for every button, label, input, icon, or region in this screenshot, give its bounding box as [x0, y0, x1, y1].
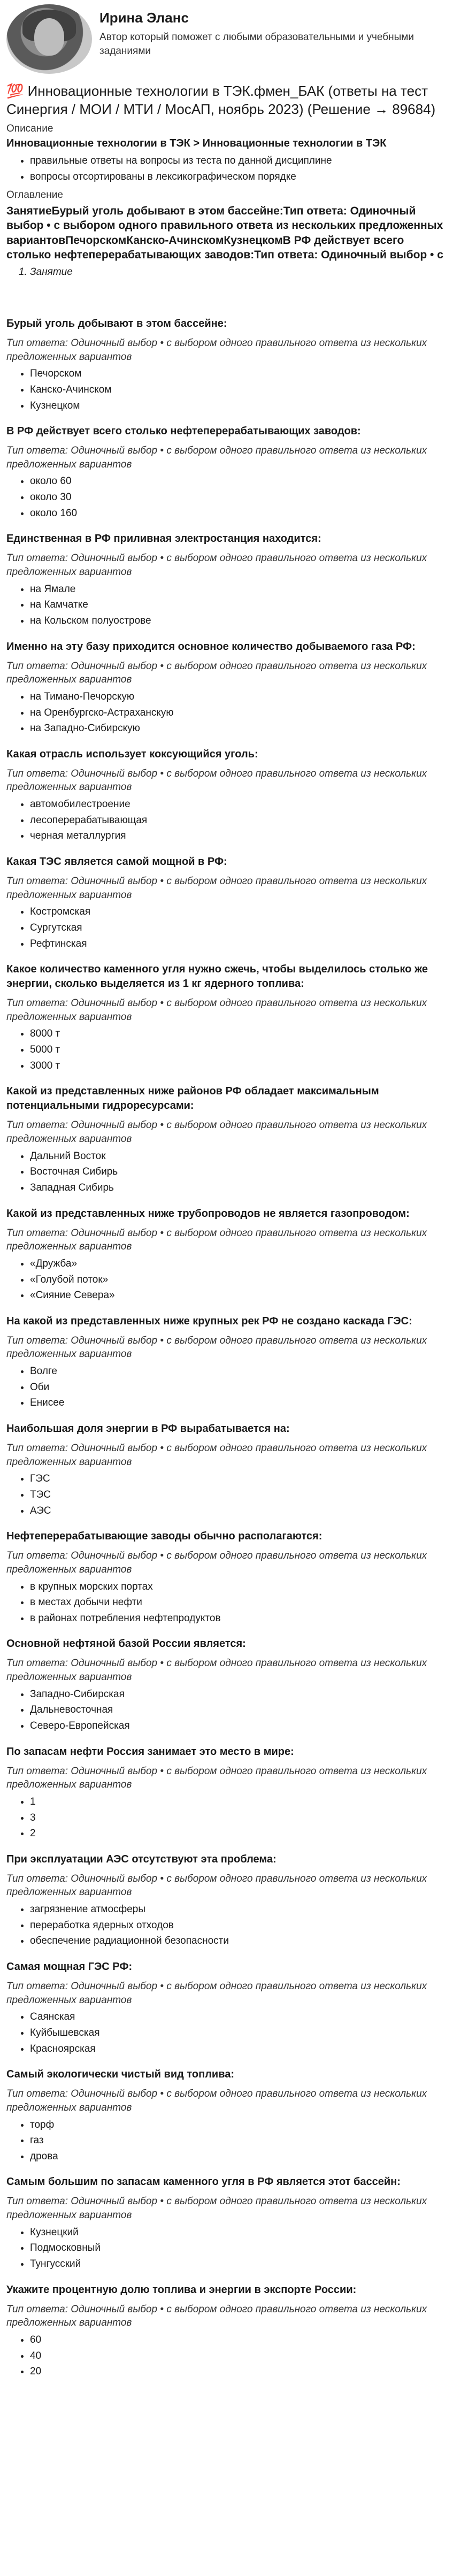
- option-item: • 40: [30, 2349, 447, 2363]
- options-list: [6, 1257, 447, 1302]
- options-list: [6, 2333, 447, 2379]
- question-text: Самым большим по запасам каменного угля в РФ является этот бассейн:: [6, 2176, 401, 2188]
- option-item: • Енисее: [30, 1396, 447, 1410]
- option-item: • на Тимано-Печорскую: [30, 690, 447, 704]
- options-list: [6, 474, 447, 520]
- question-block: [6, 1637, 447, 1732]
- option-item: • в крупных морских портах: [30, 1580, 447, 1594]
- option-item: • Канско-Ачинском: [30, 383, 447, 397]
- option-item: • Северо-Европейская: [30, 1719, 447, 1733]
- option-item: • 60: [30, 2333, 447, 2347]
- question-block: [6, 1960, 447, 2056]
- question-text: Нефтеперерабатывающие заводы обычно располагаются:: [6, 1530, 323, 1543]
- options-list: [6, 367, 447, 412]
- question-block: [6, 1529, 447, 1625]
- option-item: • на Западно-Сибирскую: [30, 722, 447, 735]
- question-block: [6, 424, 447, 520]
- option-item: • ГЭС: [30, 1472, 447, 1486]
- description-item: • правильные ответы на вопросы из теста по данной дисциплине: [30, 154, 447, 168]
- question-block: [6, 1084, 447, 1194]
- option-item: • 20: [30, 2365, 447, 2379]
- question-text: Какой из представленных ниже районов РФ обладает максимальным потенциальными гидроресурсами:: [6, 1085, 379, 1112]
- answer-type: Тип ответа: Одиночный выбор • с выбором одного правильного ответа из нескольких предложенных вариантов: [6, 2196, 427, 2221]
- question-block: [6, 962, 447, 1072]
- answer-type: Тип ответа: Одиночный выбор • с выбором одного правильного ответа из нескольких предложенных вариантов: [6, 1550, 427, 1575]
- option-item: • 8000 т: [30, 1027, 447, 1041]
- question-text: Самый экологически чистый вид топлива:: [6, 2068, 235, 2081]
- answer-type: Тип ответа: Одиночный выбор • с выбором одного правильного ответа из нескольких предложенных вариантов: [6, 445, 427, 470]
- description-heading: Инновационные технологии в ТЭК > Инновационные технологии в ТЭК: [6, 137, 387, 150]
- option-item: • 3000 т: [30, 1059, 447, 1073]
- options-list: [6, 1472, 447, 1517]
- answer-type: Тип ответа: Одиночный выбор • с выбором одного правильного ответа из нескольких предложенных вариантов: [6, 1335, 427, 1360]
- question-text: По запасам нефти Россия занимает это место в мире:: [6, 1745, 294, 1758]
- option-item: • Западная Сибирь: [30, 1181, 447, 1195]
- answer-type: Тип ответа: Одиночный выбор • с выбором одного правильного ответа из нескольких предложенных вариантов: [6, 337, 427, 363]
- options-list: [6, 1364, 447, 1410]
- question-block: [6, 2175, 447, 2271]
- question-block: [6, 532, 447, 627]
- option-item: • черная металлургия: [30, 829, 447, 843]
- option-item: • переработка ядерных отходов: [30, 1919, 447, 1933]
- option-item: • Костромская: [30, 905, 447, 919]
- option-item: • Подмосковный: [30, 2241, 447, 2255]
- option-item: • Оби: [30, 1381, 447, 1394]
- author-description: Автор который поможет с любыми образовательными и учебными заданиями: [99, 32, 414, 57]
- question-block: [6, 2067, 447, 2163]
- options-list: [6, 2010, 447, 2056]
- answer-type: Тип ответа: Одиночный выбор • с выбором одного правильного ответа из нескольких предложенных вариантов: [6, 1658, 427, 1683]
- question-text: Укажите процентную долю топлива и энергии в экспорте России:: [6, 2283, 357, 2296]
- question-text: Какая ТЭС является самой мощной в РФ:: [6, 856, 227, 868]
- options-list: [6, 582, 447, 628]
- question-block: [6, 1745, 447, 1841]
- option-item: • Сургутская: [30, 921, 447, 935]
- answer-type: Тип ответа: Одиночный выбор • с выбором одного правильного ответа из нескольких предложенных вариантов: [6, 998, 427, 1023]
- option-item: • обеспечение радиационной безопасности: [30, 1934, 447, 1948]
- option-item: • 2: [30, 1827, 447, 1841]
- option-item: • в районах потребления нефтепродуктов: [30, 1612, 447, 1626]
- question-block: [6, 640, 447, 735]
- spacer: [6, 279, 447, 317]
- question-block: [6, 747, 447, 843]
- question-text: Именно на эту базу приходится основное количество добываемого газа РФ:: [6, 640, 416, 653]
- options-list: [6, 1027, 447, 1072]
- question-text: Основной нефтяной базой России является:: [6, 1638, 246, 1650]
- questions-list: [6, 317, 447, 2379]
- question-block: [6, 2283, 447, 2379]
- answer-type: Тип ответа: Одиночный выбор • с выбором одного правильного ответа из нескольких предложенных вариантов: [6, 876, 427, 901]
- description-label: Описание: [6, 122, 53, 134]
- option-item: • на Оренбургско-Астраханскую: [30, 706, 447, 720]
- options-list: [6, 2226, 447, 2271]
- question-block: [6, 317, 447, 412]
- option-item: • Тунгусский: [30, 2257, 447, 2271]
- toc-item[interactable]: 1. Занятие: [30, 265, 447, 279]
- option-item: • Западно-Сибирская: [30, 1688, 447, 1701]
- option-item: • около 60: [30, 474, 447, 488]
- question-block: [6, 1314, 447, 1410]
- option-item: • 5000 т: [30, 1043, 447, 1057]
- question-block: [6, 1422, 447, 1517]
- option-item: • Кузнецкий: [30, 2226, 447, 2240]
- options-list: [6, 1580, 447, 1626]
- option-item: • на Ямале: [30, 582, 447, 596]
- answer-type: Тип ответа: Одиночный выбор • с выбором одного правильного ответа из нескольких предложенных вариантов: [6, 660, 427, 686]
- option-item: • загрязнение атмосферы: [30, 1903, 447, 1916]
- question-text: В РФ действует всего столько нефтеперерабатывающих заводов:: [6, 425, 361, 438]
- option-item: • в местах добычи нефти: [30, 1596, 447, 1609]
- toc-list: [6, 265, 447, 279]
- toc-label: Оглавление: [6, 189, 63, 201]
- option-item: • на Камчатке: [30, 598, 447, 612]
- options-list: [6, 1149, 447, 1195]
- answer-type: Тип ответа: Одиночный выбор • с выбором одного правильного ответа из нескольких предложенных вариантов: [6, 2088, 427, 2113]
- document-title: 💯 Инновационные технологии в ТЭК.фмен_БАК (ответы на тест Синергия / МОИ / МТИ / МосАП, ноябрь 2023) (Решение → 89684): [6, 83, 436, 117]
- option-item: • Кузнецком: [30, 399, 447, 413]
- option-item: • Саянская: [30, 2010, 447, 2024]
- question-text: Бурый уголь добывают в этом бассейне:: [6, 317, 227, 329]
- description-list: [6, 154, 447, 183]
- answer-type: Тип ответа: Одиночный выбор • с выбором одного правильного ответа из нескольких предложенных вариантов: [6, 1227, 427, 1253]
- question-text: Какой из представленных ниже трубопроводов не является газопроводом:: [6, 1207, 410, 1220]
- option-item: • Волге: [30, 1364, 447, 1378]
- options-list: [6, 2118, 447, 2164]
- option-item: • Дальневосточная: [30, 1703, 447, 1717]
- question-block: [6, 1852, 447, 1948]
- option-item: • лесоперерабатывающая: [30, 814, 447, 827]
- question-text: На какой из представленных ниже крупных рек РФ не создано каскада ГЭС:: [6, 1315, 412, 1327]
- option-item: • Печорском: [30, 367, 447, 381]
- answer-type: Тип ответа: Одиночный выбор • с выбором одного правильного ответа из нескольких предложенных вариантов: [6, 1873, 427, 1898]
- answer-type: Тип ответа: Одиночный выбор • с выбором одного правильного ответа из нескольких предложенных вариантов: [6, 1981, 427, 2006]
- avatar-face: [34, 18, 64, 56]
- option-item: • «Сияние Севера»: [30, 1289, 447, 1302]
- question-text: Какое количество каменного угля нужно сжечь, чтобы выделилось столько же энергии, сколько выделяется из 1 кг ядерного топлива:: [6, 963, 428, 990]
- author-info: [99, 4, 420, 58]
- answer-type: Тип ответа: Одиночный выбор • с выбором одного правильного ответа из нескольких предложенных вариантов: [6, 553, 427, 578]
- toc-title: ЗанятиеБурый уголь добывают в этом бассейне:Тип ответа: Одиночный выбор • с выбором одного правильного ответа из нескольких предложенных вариантовПечорскомКанско-АчинскомКузнецкомВ РФ действует всего столько нефтеперерабатывающих заводов:Тип ответа: Одиночный выбор • с: [6, 205, 443, 262]
- option-item: • 1: [30, 1795, 447, 1809]
- question-text: Наибольшая доля энергии в РФ вырабатывается на:: [6, 1423, 290, 1435]
- options-list: [6, 1795, 447, 1841]
- option-item: • «Дружба»: [30, 1257, 447, 1271]
- answer-type: Тип ответа: Одиночный выбор • с выбором одного правильного ответа из нескольких предложенных вариантов: [6, 768, 427, 793]
- options-list: [6, 905, 447, 950]
- question-text: Какая отрасль использует коксующийся уголь:: [6, 748, 258, 760]
- question-text: Единственная в РФ приливная электростанция находится:: [6, 533, 321, 545]
- options-list: [6, 1688, 447, 1733]
- option-item: • около 30: [30, 490, 447, 504]
- question-block: [6, 1207, 447, 1302]
- author-card: [6, 4, 447, 74]
- answer-type: Тип ответа: Одиночный выбор • с выбором одного правильного ответа из нескольких предложенных вариантов: [6, 2303, 427, 2329]
- option-item: • дрова: [30, 2150, 447, 2164]
- options-list: [6, 798, 447, 843]
- answer-type: Тип ответа: Одиночный выбор • с выбором одного правильного ответа из нескольких предложенных вариантов: [6, 1765, 427, 1791]
- answer-type: Тип ответа: Одиночный выбор • с выбором одного правильного ответа из нескольких предложенных вариантов: [6, 1120, 427, 1145]
- option-item: • «Голубой поток»: [30, 1273, 447, 1287]
- avatar[interactable]: [6, 4, 92, 74]
- option-item: • Куйбышевская: [30, 2026, 447, 2040]
- option-item: • газ: [30, 2134, 447, 2148]
- option-item: • АЭС: [30, 1504, 447, 1518]
- option-item: • Рефтинская: [30, 937, 447, 951]
- answer-type: Тип ответа: Одиночный выбор • с выбором одного правильного ответа из нескольких предложенных вариантов: [6, 1443, 427, 1468]
- question-text: Самая мощная ГЭС РФ:: [6, 1961, 133, 1973]
- option-item: • торф: [30, 2118, 447, 2132]
- option-item: • около 160: [30, 507, 447, 520]
- option-item: • Красноярская: [30, 2042, 447, 2056]
- options-list: [6, 690, 447, 735]
- author-name[interactable]: Ирина Эланс: [99, 10, 189, 26]
- options-list: [6, 1903, 447, 1948]
- question-text: При эксплуатации АЭС отсутствуют эта проблема:: [6, 1853, 277, 1865]
- option-item: • Дальний Восток: [30, 1149, 447, 1163]
- option-item: • автомобилестроение: [30, 798, 447, 811]
- question-block: [6, 855, 447, 950]
- option-item: • Восточная Сибирь: [30, 1165, 447, 1179]
- option-item: • 3: [30, 1811, 447, 1825]
- option-item: • ТЭС: [30, 1488, 447, 1502]
- description-item: • вопросы отсортированы в лексикографическом порядке: [30, 170, 447, 184]
- option-item: • на Кольском полуострове: [30, 614, 447, 628]
